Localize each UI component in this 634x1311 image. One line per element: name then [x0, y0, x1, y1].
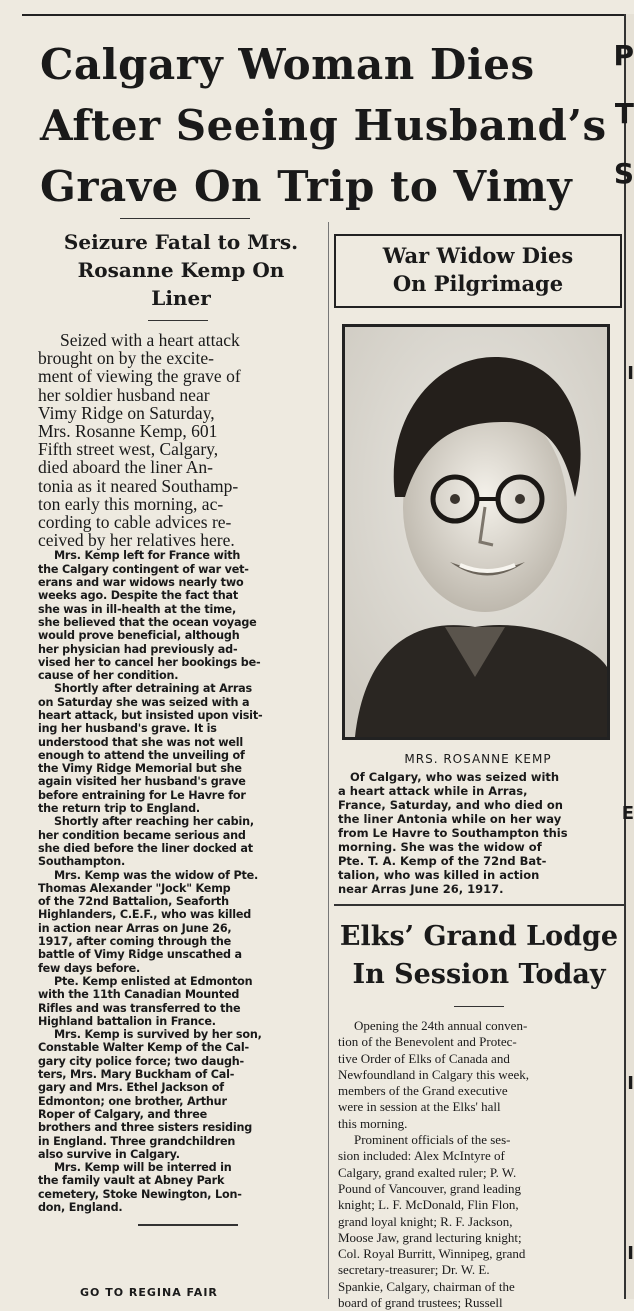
elks-headline-line: Elks’ Grand Lodge: [339, 921, 619, 952]
elks-line: members of the Grand executive: [338, 1083, 508, 1099]
main-headline: [40, 34, 620, 217]
edge-letter: I: [627, 363, 634, 384]
body-line: battle of Vimy Ridge unscathed a: [38, 948, 242, 962]
body-line: heart attack, but insisted upon visit-: [38, 709, 263, 722]
elks-line: Pound of Vancouver, grand leading: [338, 1180, 522, 1196]
body-line: she believed that the ocean voyage: [38, 615, 257, 629]
edge-letter: E: [621, 803, 634, 824]
column-divider: [328, 222, 329, 1299]
body-line: Mrs. Kemp left for France with: [54, 549, 241, 563]
body-line: ters, Mrs. Mary Buckham of Cal-: [38, 1068, 235, 1082]
body-line: understood that she was not well: [38, 735, 244, 749]
elks-line: tion of the Benevolent and Protec-: [338, 1034, 517, 1050]
elks-headline: [334, 918, 624, 994]
body-line: on Saturday she was seized with a: [38, 695, 250, 709]
body-line: Thomas Alexander "Jock" Kemp: [38, 881, 231, 895]
caption-line: talion, who was killed in action: [338, 868, 540, 882]
elks-line: secretary-treasurer; Dr. W. E.: [338, 1262, 490, 1278]
body-line: she died before the liner docked at: [38, 841, 253, 855]
lead-line: ton early this morning, ac-: [38, 493, 224, 514]
body-line: Mrs. Kemp is survived by her son,: [54, 1028, 262, 1042]
body-line: again visited her husband's grave: [38, 775, 246, 789]
elks-article-body: [338, 1018, 622, 1311]
elks-line: Col. Royal Burritt, Winnipeg, grand: [338, 1246, 526, 1262]
lead-line: ment of viewing the grave of: [38, 366, 241, 387]
body-line: Mrs. Kemp will be interred in: [54, 1161, 232, 1175]
elks-line: Prominent officials of the ses-: [354, 1132, 511, 1148]
article-body: [38, 549, 324, 1214]
edge-letter: T: [614, 97, 634, 130]
edge-letter: I: [627, 1243, 634, 1264]
lead-line: Mrs. Rosanne Kemp, 601: [38, 421, 218, 442]
box-headline-line: On Pilgrimage: [392, 271, 564, 296]
body-line: few days before.: [38, 961, 141, 975]
body-line: ing her husband's grave. It is: [38, 722, 217, 736]
headline-line: Calgary Woman Dies: [40, 40, 535, 89]
adjacent-column-edge: [621, 14, 634, 1299]
lead-line: tonia as it neared Southamp-: [38, 475, 239, 496]
caption-line: Pte. T. A. Kemp of the 72nd Bat-: [338, 854, 547, 868]
body-line: Mrs. Kemp was the widow of Pte.: [54, 868, 259, 882]
lead-line: Vimy Ridge on Saturday,: [38, 402, 215, 423]
body-line: also survive in Calgary.: [38, 1147, 180, 1161]
elks-line: Opening the 24th annual conven-: [354, 1018, 528, 1033]
body-line: gary city police force; two daugh-: [38, 1054, 245, 1068]
elks-line: board of grand trustees; Russell: [338, 1295, 503, 1311]
elks-line: Spankie, Calgary, chairman of the: [338, 1278, 515, 1294]
caption-line: morning. She was the widow of: [338, 840, 542, 854]
caption-line: near Arras June 26, 1917.: [338, 882, 504, 896]
lead-line: Fifth street west, Calgary,: [38, 439, 219, 460]
elks-line: Moose Jaw, grand lecturing knight;: [338, 1229, 522, 1245]
lead-line: died aboard the liner An-: [38, 457, 213, 478]
body-line: cause of her condition.: [38, 669, 179, 683]
body-line: Rifles and was transferred to the: [38, 1001, 241, 1015]
body-line: Southampton.: [38, 855, 126, 869]
body-line: the family vault at Abney Park: [38, 1174, 225, 1188]
subhead-line: Seizure Fatal to Mrs.: [63, 230, 299, 254]
elks-line: this morning.: [338, 1115, 408, 1131]
box-headline-line: War Widow Dies: [382, 243, 574, 268]
elks-line: tive Order of Elks of Canada and: [338, 1050, 510, 1066]
elks-line: were in session at the Elks' hall: [338, 1099, 501, 1115]
body-line: would prove beneficial, although: [38, 629, 240, 643]
photo-caption-name: MRS. ROSANNE KEMP: [404, 752, 552, 766]
subhead-rule: [148, 320, 208, 321]
elks-line: Newfoundland in Calgary this week,: [338, 1066, 529, 1082]
elks-line: grand loyal knight; R. F. Jackson,: [338, 1213, 513, 1229]
body-line: gary and Mrs. Ethel Jackson of: [38, 1081, 224, 1095]
body-line: 1917, after coming through the: [38, 935, 231, 949]
elks-headline-line: In Session Today: [352, 959, 606, 990]
edge-letter: I: [627, 1073, 634, 1094]
body-line: don, England.: [38, 1200, 123, 1214]
body-line: in action near Arras on June 26,: [38, 921, 232, 935]
body-line: before entraining for Le Havre for: [38, 788, 246, 802]
body-line: the Vimy Ridge Memorial but she: [38, 762, 242, 776]
top-rule: [22, 14, 628, 16]
body-line: Edmonton; one brother, Arthur: [38, 1094, 227, 1108]
caption-line: France, Saturday, and who died on: [338, 798, 563, 812]
body-line: she was in ill-health at the time,: [38, 602, 236, 616]
headline-rule: [120, 218, 250, 219]
headline-line: After Seeing Husband’s: [40, 101, 607, 150]
body-line: with the 11th Canadian Mounted: [38, 988, 240, 1002]
body-line: Constable Walter Kemp of the Cal-: [38, 1041, 249, 1055]
elks-line: knight; L. F. McDonald, Flin Flon,: [338, 1197, 519, 1213]
photo-box-headline: [334, 234, 622, 308]
article-end-rule: [138, 1224, 238, 1226]
body-line: brothers and three sisters residing: [38, 1121, 253, 1135]
body-line: weeks ago. Despite the fact that: [38, 589, 238, 603]
body-line: Pte. Kemp enlisted at Edmonton: [54, 974, 253, 988]
body-line: enough to attend the unveiling of: [38, 748, 245, 762]
body-line: vised her to cancel her bookings be-: [38, 655, 261, 669]
caption-line: Of Calgary, who was seized with: [350, 770, 560, 784]
lead-line: ceived by her relatives here.: [38, 530, 235, 551]
elks-line: Calgary, grand exalted ruler; P. W.: [338, 1164, 517, 1180]
body-line: in England. Three grandchildren: [38, 1134, 236, 1148]
portrait-image: [345, 327, 607, 737]
caption-line: a heart attack while in Arras,: [338, 784, 528, 798]
body-line: of the 72nd Battalion, Seaforth: [38, 895, 229, 909]
edge-letter: S: [613, 157, 634, 190]
lead-line: cording to cable advices re-: [38, 512, 232, 533]
body-line: erans and war widows nearly two: [38, 576, 244, 590]
lead-line: Seized with a heart attack: [60, 330, 240, 350]
elks-line: sion included: Alex McIntyre of: [338, 1148, 505, 1164]
body-line: Highland battalion in France.: [38, 1014, 216, 1028]
lead-line: brought on by the excite-: [38, 348, 214, 369]
headline-line: Grave On Trip to Vimy: [40, 162, 573, 211]
portrait-photo: [342, 324, 610, 740]
lead-line: her soldier husband near: [38, 384, 210, 405]
photo-caption: [338, 770, 618, 896]
body-line: the Calgary contingent of war vet-: [38, 562, 249, 576]
edge-letter: P: [613, 39, 634, 72]
next-article-headline: GO TO REGINA FAIR: [80, 1286, 218, 1299]
body-line: the return trip to England.: [38, 802, 200, 816]
body-line: her physician had previously ad-: [38, 642, 238, 656]
article-lead: [38, 331, 324, 549]
body-line: Shortly after detraining at Arras: [54, 682, 252, 696]
section-rule: [334, 904, 624, 906]
body-line: cemetery, Stoke Newington, Lon-: [38, 1187, 242, 1201]
body-line: Highlanders, C.E.F., who was killed: [38, 908, 252, 922]
subhead-line: Rosanne Kemp On: [77, 258, 285, 282]
main-article: [38, 228, 324, 1216]
caption-line: the liner Antonia while on her way: [338, 812, 562, 826]
caption-line: from Le Havre to Southampton this: [338, 826, 568, 840]
subhead-line: Liner: [151, 286, 211, 310]
body-line: Shortly after reaching her cabin,: [54, 815, 254, 829]
elks-rule: [454, 1006, 504, 1007]
body-line: her condition became serious and: [38, 828, 246, 842]
article-subhead: [38, 228, 324, 312]
body-line: Roper of Calgary, and three: [38, 1107, 208, 1121]
